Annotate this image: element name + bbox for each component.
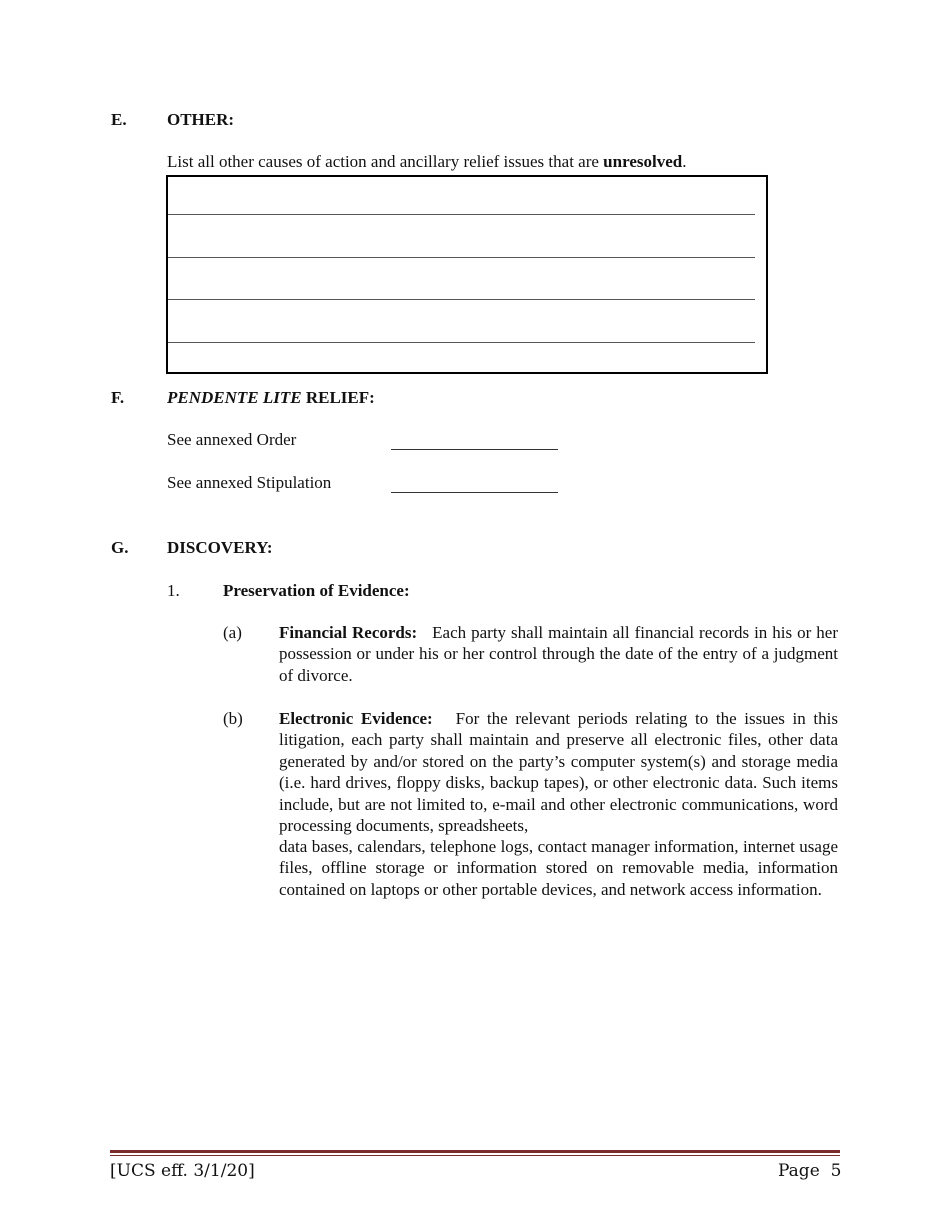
instruction-text: List all other causes of action and ancillary relief issues that are — [167, 152, 604, 171]
instruction-end: . — [682, 152, 687, 171]
annexed-stipulation-blank[interactable] — [391, 492, 558, 493]
electronic-evidence-text-1: For the relevant periods relating to the issues in this litigation, each party shall maintain and preserve all electronic files, other data generated by and/or stored on the party’s computer system(s) and storage media (i.e. hard drives, floppy disks, backup tapes), or other electronic data. Such items include, but are not limited to, e-mail and other electronic communications, word processing documents, spreadsheets, — [279, 709, 838, 836]
annexed-order-blank[interactable] — [391, 449, 558, 450]
sub-b-label: (b) — [223, 709, 243, 728]
answer-line — [168, 214, 755, 215]
footer-rule-thin — [110, 1155, 840, 1156]
electronic-evidence-lead: Electronic Evidence: — [279, 709, 433, 728]
electronic-evidence-paragraph-2: data bases, calendars, telephone logs, contact manager information, internet usage files, offline storage or information stored on removable media, information contained on laptops or other portable devices, and network access information. — [279, 837, 838, 899]
pendente-lite-label: PENDENTE LITE — [167, 388, 302, 407]
section-f-letter: F. — [111, 388, 125, 407]
section-f-title — [167, 387, 375, 408]
section-e-title: OTHER: — [167, 110, 235, 129]
annexed-stipulation-label: See annexed Stipulation — [167, 473, 332, 492]
relief-label: RELIEF: — [301, 388, 375, 407]
sub-a-label: (a) — [223, 623, 242, 642]
item-number: 1. — [167, 581, 180, 600]
page-label: Page — [778, 1161, 820, 1181]
footer-form-id: [UCS eff. 3/1/20] — [110, 1161, 255, 1181]
answer-line — [168, 299, 755, 300]
answer-line — [168, 342, 755, 343]
section-e-instruction — [167, 151, 686, 172]
unresolved-issues-box[interactable] — [166, 175, 768, 374]
section-g-letter: G. — [111, 538, 129, 557]
instruction-emphasis: unresolved — [603, 152, 683, 171]
electronic-evidence-paragraph-1 — [279, 708, 838, 836]
annexed-order-label: See annexed Order — [167, 430, 297, 449]
section-e-letter: E. — [111, 110, 127, 129]
footer-page — [778, 1160, 841, 1182]
answer-line — [168, 257, 755, 258]
item-title: Preservation of Evidence: — [223, 581, 410, 600]
section-g-title: DISCOVERY: — [167, 538, 273, 557]
footer-rule — [110, 1150, 840, 1153]
financial-records-paragraph — [279, 622, 838, 686]
page-number: 5 — [830, 1161, 842, 1181]
financial-records-text: Each party shall maintain all financial records in his or her possession or under his or her control through the date of the entry of a judgment of divorce. — [279, 623, 838, 685]
financial-records-lead: Financial Records: — [279, 623, 418, 642]
